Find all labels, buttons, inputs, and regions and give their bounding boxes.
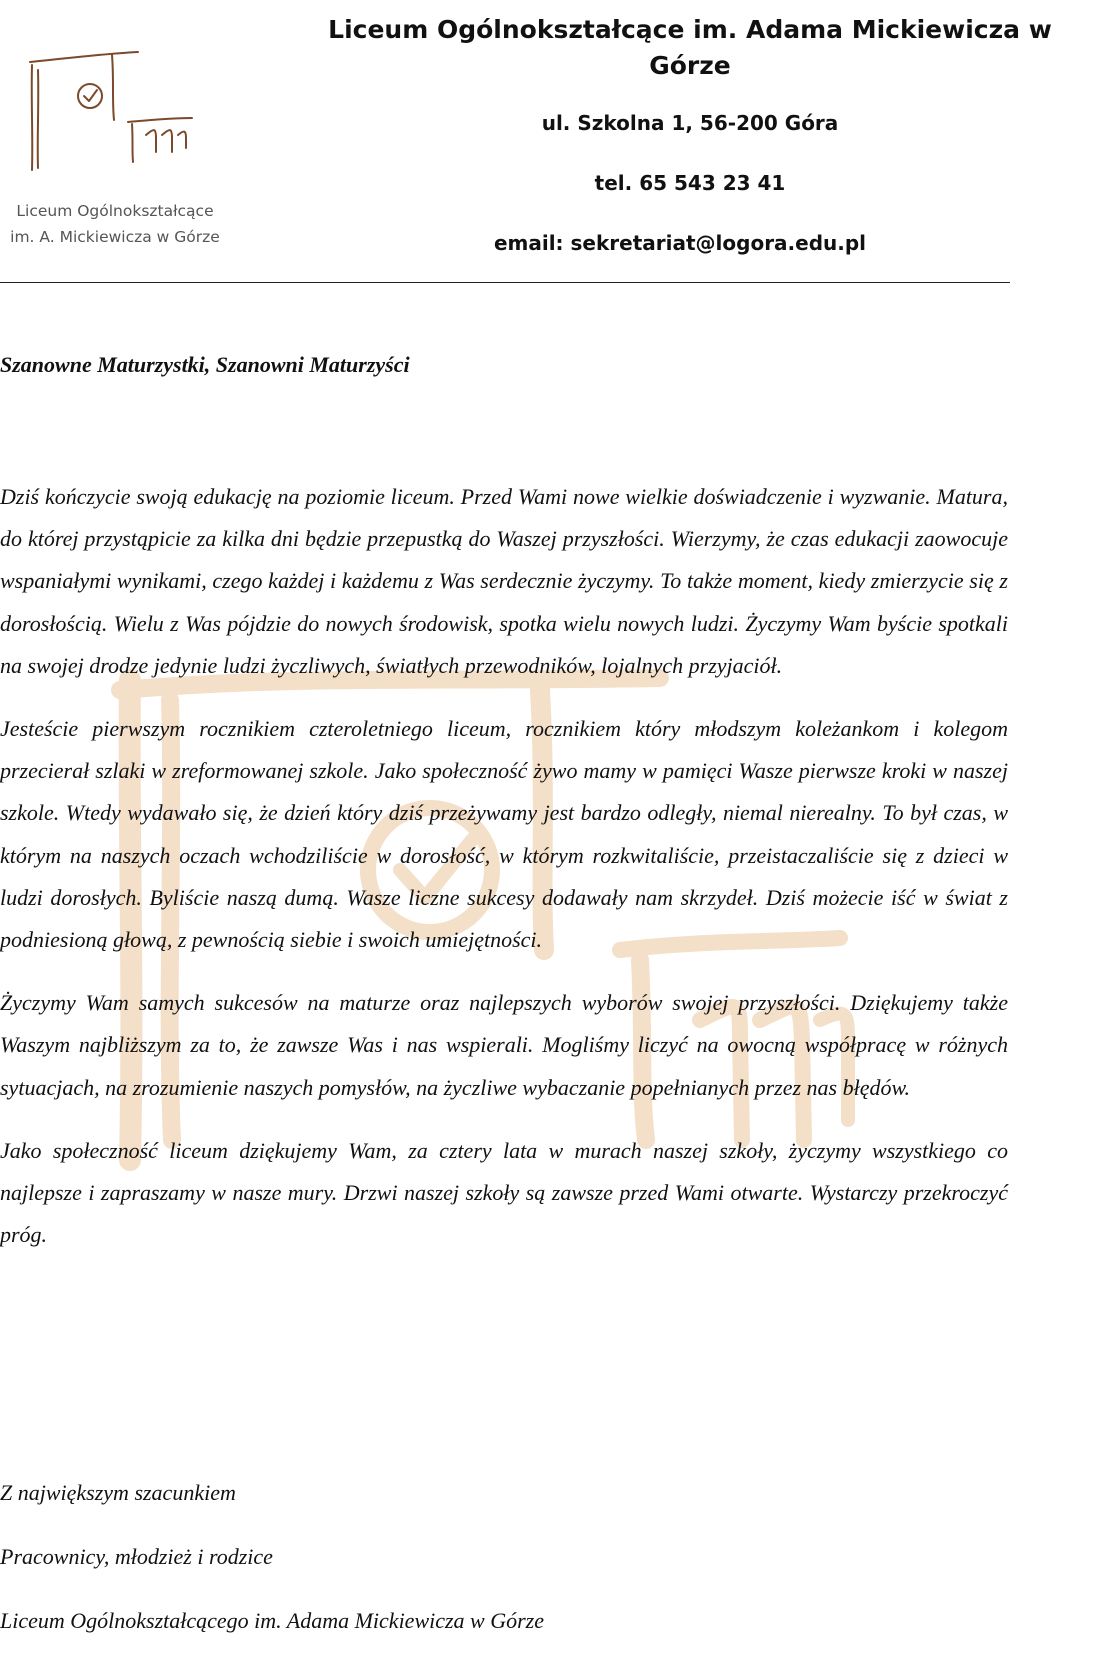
closing: Z największym szacunkiem (0, 1480, 236, 1505)
paragraph-2: Jesteście pierwszym rocznikiem czteroletniego liceum, rocznikiem który młodszym koleżankom i kolegom przecierał szlaki w zreformowanej szkole. Jako społeczność żywo mamy w pamięci Wasze pierwsze kroki w naszej szkole. Wtedy wydawało się, że dzień który dziś przeżywamy jest bardzo odległy, niemal nierealny. To był czas, w którym na naszych oczach wchodziliście w dorosłość, w którym rozkwitaliście, przeistaczaliście się z dzieci w ludzi dorosłych. Byliście naszą dumą. Wasze liczne sukcesy dodawały nam skrzydeł. Dziś możecie iść w świat z podniesioną głową, z pewnością siebie i swoich umiejętności. (0, 716, 1008, 953)
letter-body (0, 476, 1008, 1277)
school-phone: tel. 65 543 23 41 (594, 171, 786, 195)
school-email: email: sekretariat@logora.edu.pl (493, 231, 867, 255)
school-logo (0, 30, 230, 255)
school-logo-icon (20, 40, 210, 180)
school-address: ul. Szkolna 1, 56-200 Góra (541, 111, 839, 135)
school-name: Liceum Ogólnokształcące im. Adama Mickiewicza w Górze (328, 15, 1052, 80)
logo-caption-line1: Liceum Ogólnokształcące (16, 202, 214, 220)
letterhead (290, 12, 1090, 257)
header-divider (0, 282, 1010, 283)
paragraph-3: Życzymy Wam samych sukcesów na maturze oraz najlepszych wyborów swojej przyszłości. Dziękujemy także Waszym najbliższym za to, że zawsze Was i nas wspierali. Mogliśmy liczyć na owocną współpracę w różnych sytuacjach, na zrozumienie naszych pomysłów, na życzliwe wybaczanie popełnianych przez nas błędów. (0, 990, 1008, 1100)
salutation: Szanowne Maturzystki, Szanowni Maturzyści (0, 352, 410, 377)
logo-caption-line2: im. A. Mickiewicza w Górze (10, 228, 220, 246)
signature-line-2: Liceum Ogólnokształcącego im. Adama Mickiewicza w Górze (0, 1608, 545, 1633)
paragraph-1: Dziś kończycie swoją edukację na poziomie liceum. Przed Wami nowe wielkie doświadczenie i wyzwanie. Matura, do której przystąpicie za kilka dni będzie przepustką do Waszej przyszłości. Wierzymy, że czas edukacji zaowocuje wspaniałymi wynikami, czego każdej i każdemu z Was serdecznie życzymy. To także moment, kiedy zmierzycie się z dorosłością. Wielu z Was pójdzie do nowych środowisk, spotka wielu nowych ludzi. Życzymy Wam byście spotkali na swojej drodze jedynie ludzi życzliwych, światłych przewodników, lojalnych przyjaciół. (0, 484, 1008, 678)
logo-caption (0, 198, 230, 250)
signature-line-1: Pracownicy, młodzież i rodzice (0, 1544, 273, 1569)
paragraph-4: Jako społeczność liceum dziękujemy Wam, za cztery lata w murach naszej szkoły, życzymy wszystkiego co najlepsze i zapraszamy w nasze mury. Drzwi naszej szkoły są zawsze przed Wami otwarte. Wystarczy przekroczyć próg. (0, 1137, 1008, 1248)
